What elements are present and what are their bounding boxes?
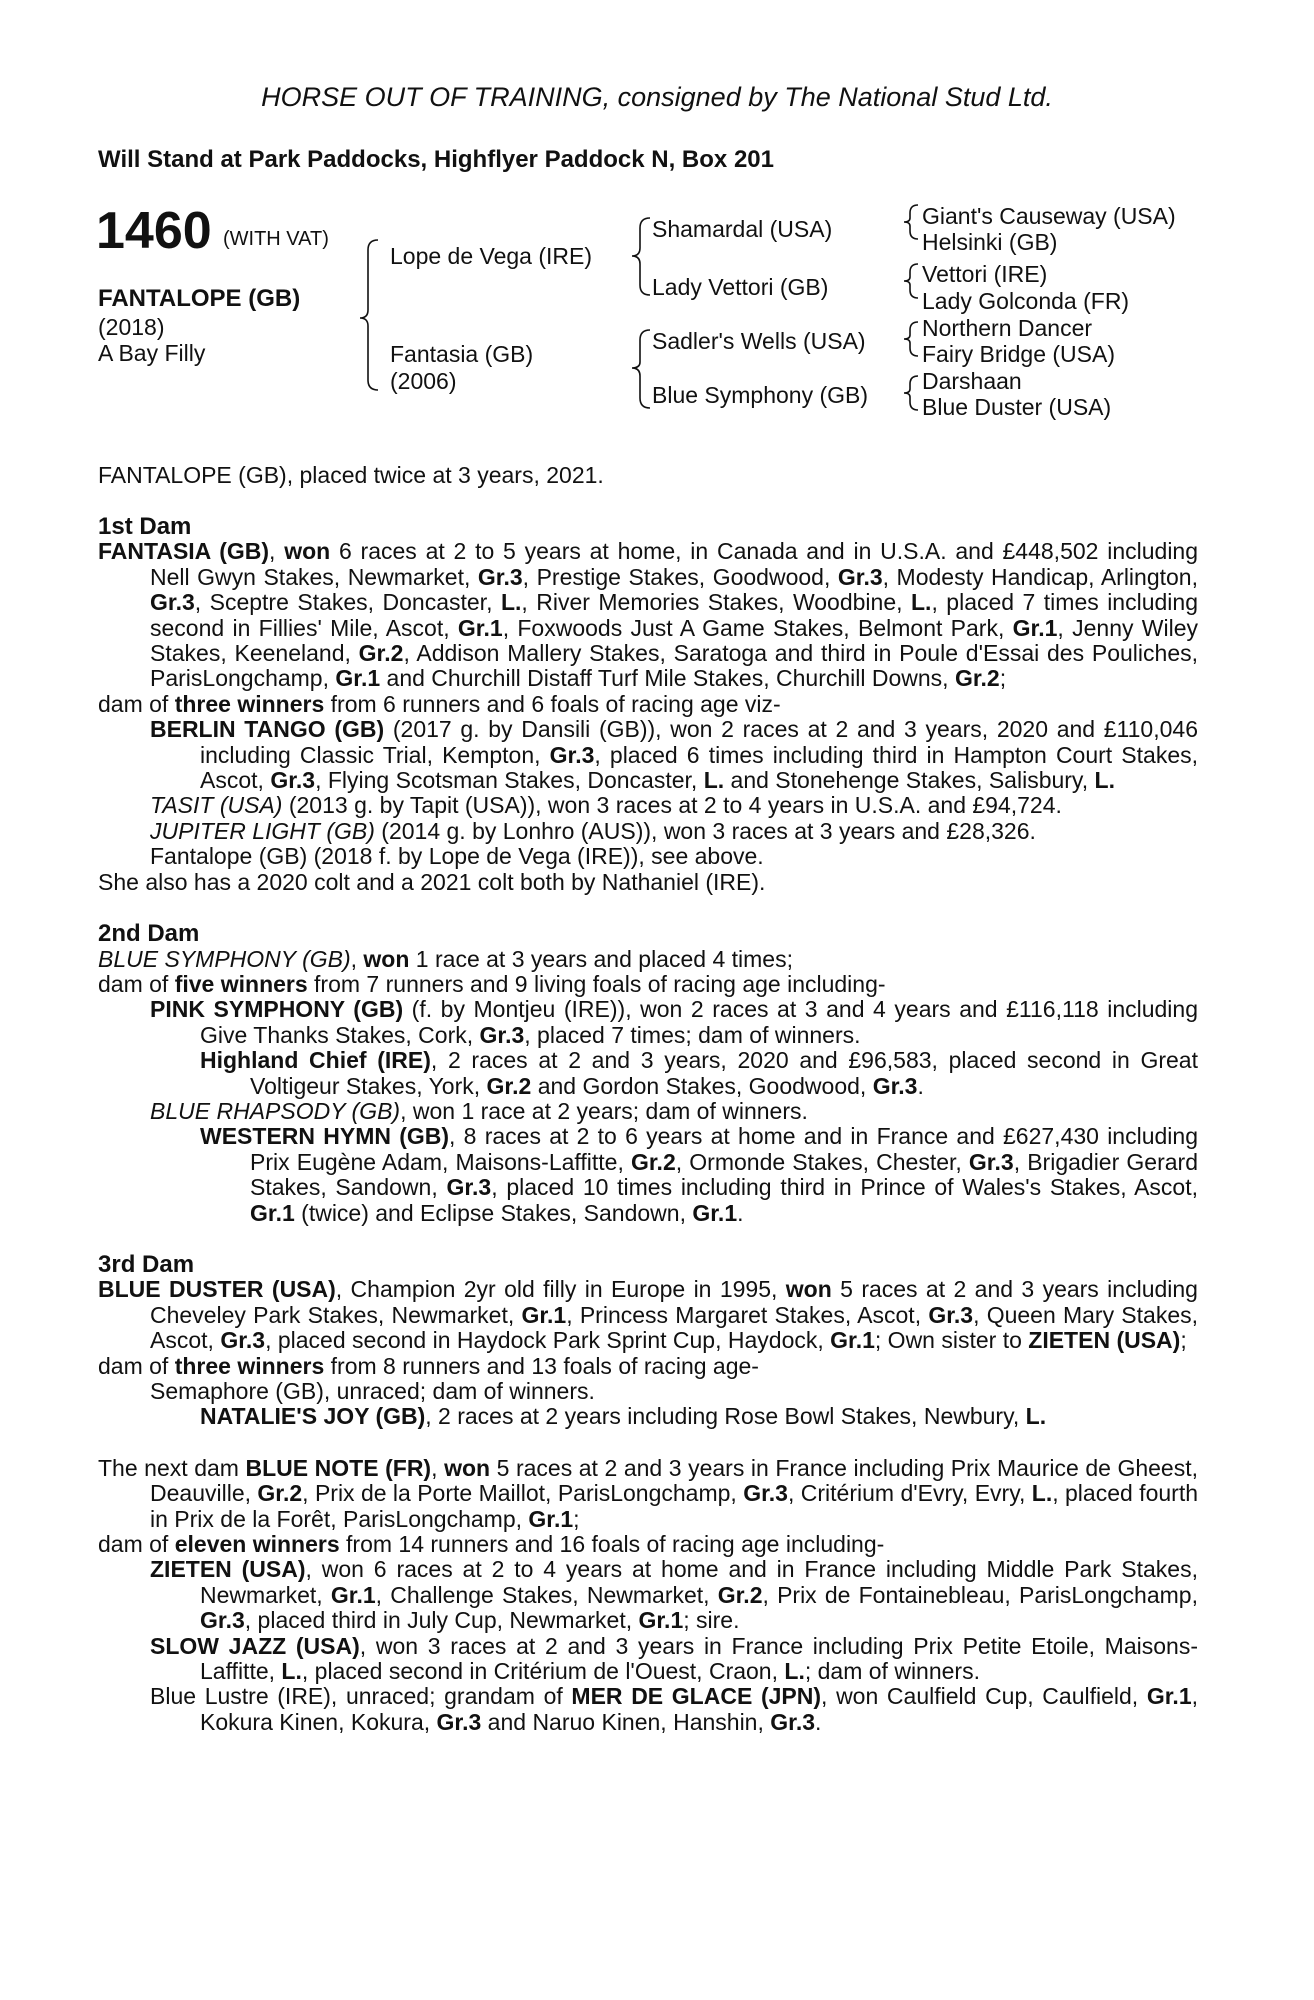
dam: Fantasia (GB) (390, 341, 534, 367)
sire-sire-dam: Helsinki (GB) (922, 229, 1058, 255)
dam-sire-dam: Fairy Bridge (USA) (922, 341, 1115, 367)
stand-location: Will Stand at Park Paddocks, Highflyer Paddock N, Box 201 (98, 146, 774, 173)
produce-entry: PINK SYMPHONY (GB) (f. by Montjeu (IRE)), won 2 races at 3 and 4 years and £116,118 including Give Thanks Stakes, Cork, Gr.3, placed 7 times; dam of winners. (150, 996, 1198, 1048)
produce-entry: SLOW JAZZ (USA), won 3 races at 2 and 3 years in France including Prix Petite Etoile, Maisons-Laffitte, L., placed second in Critérium de l'Ouest, Craon, L.; dam of winners. (150, 1632, 1198, 1685)
second-dam-produce-summary: dam of five winners from 7 runners and 9 living foals of racing age including- (98, 970, 886, 997)
sire-dam: Lady Vettori (GB) (652, 274, 829, 300)
second-dam-record: BLUE SYMPHONY (GB), won 1 race at 3 years and placed 4 times; (98, 945, 793, 972)
dam-sire: Sadler's Wells (USA) (652, 328, 866, 354)
produce-entry: Semaphore (GB), unraced; dam of winners. (150, 1378, 595, 1404)
horse-name: FANTALOPE (GB) (98, 285, 301, 312)
page-title: HORSE OUT OF TRAINING, consigned by The National Stud Ltd. (261, 82, 1053, 112)
third-dam-produce-summary: dam of three winners from 8 runners and 13 foals of racing age- (98, 1352, 759, 1379)
produce-entry: Highland Chief (IRE), 2 races at 2 and 3 years, 2020 and £96,583, placed second in Great Voltigeur Stakes, York, Gr.2 and Gordon Stakes, Goodwood, Gr.3. (200, 1047, 1198, 1099)
next-dam-produce-summary: dam of eleven winners from 14 runners and 16 foals of racing age including- (98, 1531, 885, 1558)
produce-entry: Blue Lustre (IRE), unraced; grandam of MER DE GLACE (JPN), won Caulfield Cup, Caulfield, Gr.1, Kokura Kinen, Kokura, Gr.3 and Naruo Kinen, Hanshin, Gr.3. (150, 1683, 1199, 1735)
lot-number: 1460 (96, 202, 212, 260)
first-dam-record: FANTASIA (GB), won 6 races at 2 to 5 years at home, in Canada and in U.S.A. and £448,502 including Nell Gwyn Stakes, Newmarket, Gr.3, Prestige Stakes, Goodwood, Gr.3, Modesty Handicap, Arlington, Gr.3, Sceptre Stakes, Doncaster, L., River Memories Stakes, Woodbine, L., placed 7 times including second in Fillies' Mile, Ascot, Gr.1, Foxwoods Just A Game Stakes, Belmont Park, Gr.1, Jenny Wiley Stakes, Keeneland, Gr.2, Addison Mallery Stakes, Saratoga and third in Poule d'Essai des Pouliches, ParisLongchamp, Gr.1 and Churchill Distaff Turf Mile Stakes, Churchill Downs, Gr.2; (98, 538, 1199, 692)
produce-entry: JUPITER LIGHT (GB) (2014 g. by Lonhro (AUS)), won 3 races at 3 years and £28,326. (150, 817, 1036, 844)
third-dam-heading: 3rd Dam (98, 1250, 195, 1278)
horse-year: (2018) (98, 314, 165, 340)
vat-note: (WITH VAT) (223, 228, 329, 250)
racing-summary: FANTALOPE (GB), placed twice at 3 years, 2021. (98, 462, 604, 488)
sire-sire-sire: Giant's Causeway (USA) (922, 203, 1176, 229)
dam-dam-sire: Darshaan (922, 368, 1022, 394)
first-dam-heading: 1st Dam (98, 513, 192, 540)
produce-entry: TASIT (USA) (2013 g. by Tapit (USA)), won 3 races at 2 to 4 years in U.S.A. and £94,724. (150, 792, 1062, 819)
dam-dam: Blue Symphony (GB) (652, 382, 869, 408)
catalogue-body (98, 514, 1198, 1735)
sire: Lope de Vega (IRE) (390, 243, 593, 269)
sire-dam-sire: Vettori (IRE) (922, 261, 1048, 287)
sire-dam-dam: Lady Golconda (FR) (922, 288, 1130, 314)
second-dam-heading: 2nd Dam (98, 920, 200, 948)
produce-entry: BERLIN TANGO (GB) (2017 g. by Dansili (GB)), won 2 races at 2 and 3 years, 2020 and £110,046 including Classic Trial, Kempton, Gr.3, placed 6 times including third in Hampton Court Stakes, Ascot, Gr.3, Flying Scotsman Stakes, Doncaster, L. and Stonehenge Stakes, Salisbury, L. (150, 716, 1198, 794)
dam-year: (2006) (390, 368, 457, 394)
produce-entry: BLUE RHAPSODY (GB), won 1 race at 2 years; dam of winners. (150, 1097, 808, 1124)
produce-entry: NATALIE'S JOY (GB), 2 races at 2 years including Rose Bowl Stakes, Newbury, L. (200, 1403, 1047, 1430)
produce-entry: WESTERN HYMN (GB), 8 races at 2 to 6 years at home and in France and £627,430 including Prix Eugène Adam, Maisons-Laffitte, Gr.2, Ormonde Stakes, Chester, Gr.3, Brigadier Gerard Stakes, Sandown, Gr.3, placed 10 times including third in Prince of Wales's Stakes, Ascot, Gr.1 (twice) and Eclipse Stakes, Sandown, Gr.1. (200, 1123, 1198, 1226)
dam-sire-sire: Northern Dancer (922, 315, 1093, 341)
dam-dam-dam: Blue Duster (USA) (922, 394, 1112, 420)
third-dam-record: BLUE DUSTER (USA), Champion 2yr old filly in Europe in 1995, won 5 races at 2 and 3 years including Cheveley Park Stakes, Newmarket, Gr.1, Princess Margaret Stakes, Ascot, Gr.3, Queen Mary Stakes, Ascot, Gr.3, placed second in Haydock Park Sprint Cup, Haydock, Gr.1; Own sister to ZIETEN (USA); (98, 1276, 1199, 1354)
next-dam-record: The next dam BLUE NOTE (FR), won 5 races at 2 and 3 years in France including Prix Maurice de Gheest, Deauville, Gr.2, Prix de la Porte Maillot, ParisLongchamp, Gr.3, Critérium d'Evry, Evry, L., placed fourth in Prix de la Forêt, ParisLongchamp, Gr.1; (98, 1454, 1199, 1532)
produce-entry: ZIETEN (USA), won 6 races at 2 to 4 years at home and in France including Middle Park Stakes, Newmarket, Gr.1, Challenge Stakes, Newmarket, Gr.2, Prix de Fontainebleau, ParisLongchamp, Gr.3, placed third in July Cup, Newmarket, Gr.1; sire. (150, 1556, 1198, 1634)
produce-note: She also has a 2020 colt and a 2021 colt both by Nathaniel (IRE). (98, 868, 766, 895)
horse-description: A Bay Filly (98, 340, 206, 366)
sire-sire: Shamardal (USA) (652, 216, 833, 242)
produce-entry: Fantalope (GB) (2018 f. by Lope de Vega (IRE)), see above. (150, 843, 764, 870)
first-dam-produce-summary: dam of three winners from 6 runners and 6 foals of racing age viz- (98, 690, 781, 717)
